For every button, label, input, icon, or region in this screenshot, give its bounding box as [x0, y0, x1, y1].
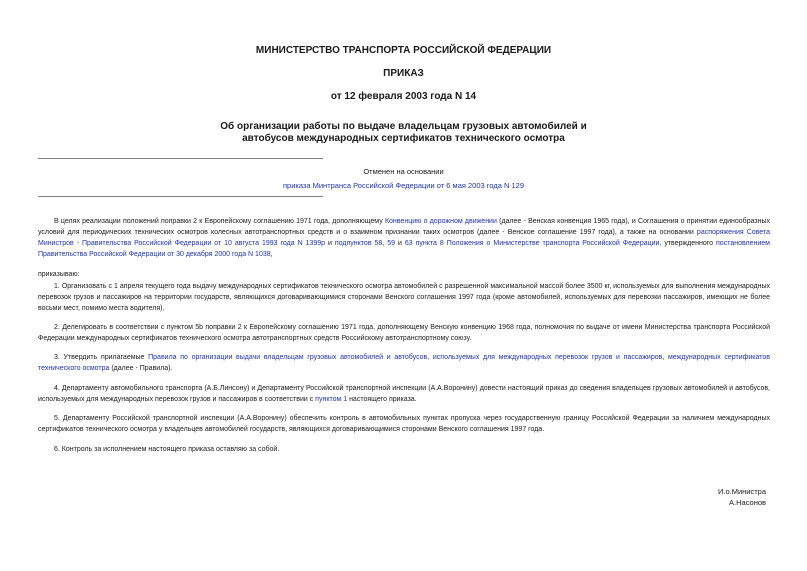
item-2: 2. Делегировать в соответствии с пунктом 5b поправки 2 к Европейскому соглашению 1971 года, дополняющему Венскую конвенцию 1968 года, полномочия по выдаче от имени Министерства транспорта Российской Федерации международных сертификатов технического осмотра автотранспортных средств Российскому автотранспортному союзу. — [38, 324, 770, 342]
document-type: ПРИКАЗ — [383, 68, 424, 79]
link-subpoints-58-59[interactable]: подпунктов 58, 59 — [334, 240, 395, 247]
item-1: 1. Организовать с 1 апреля текущего года выдачу международных сертификатов технического осмотра автомобилей с разрешенной максимальной массой более 3500 кг, используемых для выполнения международных перевозок грузов и пассажиров на территории государств, являющихся договаривающимися сторонами Венского соглашения 1997 года (кроме автомобилей, используемых для перевозки пассажиров, имеющих не более восьми мест, помимо места водителя). — [38, 283, 770, 312]
item-5: 5. Департаменту Российской транспортной инспекции (А.А.Воронину) обеспечить контроль в автомобильных пунктах пропуска через государственную границу Российской Федерации за наличием международных сертификатов технического осмотра у владельцев автомобилей государств, являющихся договаривающимися сторонами Венского соглашения 1997 года. — [38, 415, 770, 433]
link-ministry-regulation[interactable]: 63 пункта 8 Положения о Министерстве транспорта Российской Федерации — [404, 240, 660, 247]
link-government-resolution-1038[interactable]: постановлением Правительства Российской Федерации от 30 декабря 2000 года N 1038 — [38, 240, 770, 258]
item-4: 4. Департаменту автомобильного транспорта (А.Б.Линсону) и Департаменту Российской транспортной инспекции (А.А.Воронину) довести настоящий приказ до сведения владельцев грузовых автомобилей и автобусов, используемых для международных перевозок грузов и пассажиров в соответствии с пунктом 1 настоящего приказа. — [38, 385, 770, 403]
item-6: 6. Контроль за исполнением настоящего приказа оставляю за собой. — [54, 446, 280, 453]
link-point-1[interactable]: пунктом 1 — [315, 396, 348, 403]
document-title-line-2: автобусов международных сертификатов технического осмотра — [242, 133, 565, 144]
divider-top — [38, 158, 323, 159]
cancellation-link[interactable]: приказа Минтранса Российской Федерации от 6 мая 2003 года N 129 — [282, 181, 525, 190]
divider-bottom — [38, 196, 323, 197]
document-date-number: от 12 февраля 2003 года N 14 — [330, 91, 477, 102]
signer-position: И.о.Министра — [717, 487, 766, 496]
signer-name: А.Насонов — [729, 498, 766, 507]
item-3: 3. Утвердить прилагаемые Правила по организации выдачи владельцам грузовых автомобилей и автобусов, используемых для международных перевозок грузов и пассажиров, международных сертификатов технического осмотра (далее - Правила). — [38, 354, 770, 372]
cancellation-label: Отменен на основании — [363, 167, 444, 176]
order-word: приказываю: — [38, 271, 80, 278]
document-title — [0, 121, 807, 145]
intro-paragraph: В целях реализации положений поправки 2 к Европейскому соглашению 1971 года, дополняющему Конвенцию о дорожном движении (далее - Венская конвенция 1965 года), и Соглашения о принятии единообразных условий для периодических технических осмотров колесных автотранспортных средств и о взаимном признании таких осмотров (далее - Венское соглашение 1997 года), а также на основании распоряжения Совета Министров - Правительства Российской Федерации от 10 августа 1993 года N 1399р и подпунктов 58, 59 и 63 пункта 8 Положения о Министерстве транспорта Российской Федерации, утвержденного постановлением Правительства Российской Федерации от 30 декабря 2000 года N 1038, — [38, 218, 771, 258]
document-title-line-1: Об организации работы по выдаче владельцам грузовых автомобилей и — [220, 121, 587, 132]
link-government-order-1399r[interactable]: распоряжения Совета Министров - Правительства Российской Федерации от 10 августа 1993 года N 1399р — [38, 229, 770, 247]
link-road-traffic-convention[interactable]: Конвенцию о дорожном движении — [384, 218, 497, 225]
link-rules[interactable]: Правила по организации выдачи владельцам грузовых автомобилей и автобусов, используемых для международных перевозок грузов и пассажиров, международных сертификатов технического осмотра — [38, 354, 770, 372]
ministry-name: МИНИСТЕРСТВО ТРАНСПОРТА РОССИЙСКОЙ ФЕДЕРАЦИИ — [255, 45, 552, 56]
